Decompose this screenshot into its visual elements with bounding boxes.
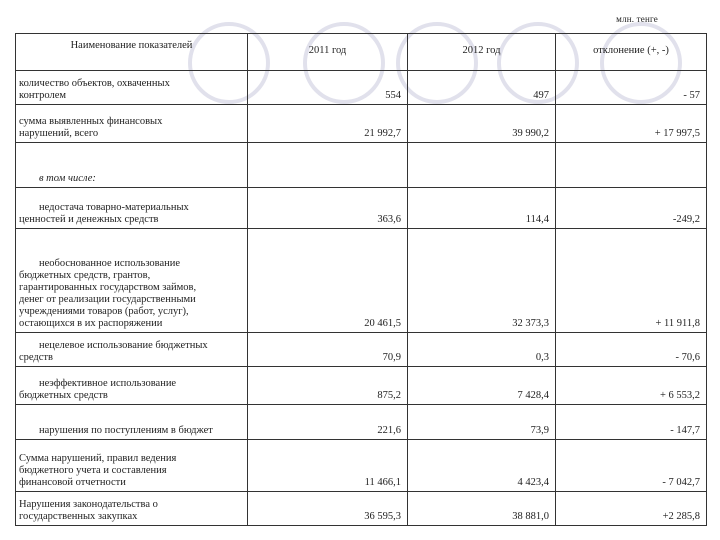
value-2011: 70,9 [248,333,408,367]
table-row [16,143,707,188]
header-deviation: отклонение (+, -) [556,34,707,71]
row-label: Нарушения законодательства о государственных закупках [16,492,248,526]
value-deviation: +2 285,8 [556,492,707,526]
value-2012: 4 423,4 [408,440,556,492]
table-row [16,492,707,526]
value-2012 [408,143,556,188]
row-label: необоснованное использование бюджетных средств, грантов, гарантированных государством займов, денег от реализации государственными учреждениями товаров (работ, услуг), остающихся в их распоряжении [16,229,248,333]
unit-label: млн. тенге [616,14,658,24]
value-2012: 39 990,2 [408,105,556,143]
value-deviation: - 147,7 [556,405,707,440]
value-deviation: - 70,6 [556,333,707,367]
value-2011: 20 461,5 [248,229,408,333]
value-deviation: + 17 997,5 [556,105,707,143]
row-label: нарушения по поступлениям в бюджет [16,405,248,440]
header-name: Наименование показателей [16,34,248,71]
table-row [16,229,707,333]
table-row [16,333,707,367]
value-2012: 73,9 [408,405,556,440]
value-2012: 114,4 [408,188,556,229]
value-deviation: + 6 553,2 [556,367,707,405]
row-label: сумма выявленных финансовых нарушений, всего [16,105,248,143]
row-label: неэффективное использование бюджетных средств [16,367,248,405]
value-2011 [248,143,408,188]
value-deviation: - 7 042,7 [556,440,707,492]
value-2012: 0,3 [408,333,556,367]
row-label: недостача товарно-материальных ценностей и денежных средств [16,188,248,229]
value-deviation: - 57 [556,71,707,105]
value-2011: 363,6 [248,188,408,229]
row-label: нецелевое использование бюджетных средств [16,333,248,367]
value-2011: 36 595,3 [248,492,408,526]
financial-violations-table [15,33,707,526]
table-row [16,105,707,143]
row-label: количество объектов, охваченных контролем [16,71,248,105]
value-2011: 11 466,1 [248,440,408,492]
value-2012: 32 373,3 [408,229,556,333]
value-2012: 497 [408,71,556,105]
value-2011: 221,6 [248,405,408,440]
row-label: в том числе: [16,143,248,188]
value-deviation: -249,2 [556,188,707,229]
header-2012: 2012 год [408,34,556,71]
value-deviation: + 11 911,8 [556,229,707,333]
table-row [16,405,707,440]
value-2012: 7 428,4 [408,367,556,405]
header-row [16,34,707,71]
value-2011: 554 [248,71,408,105]
table-row [16,367,707,405]
table-row [16,71,707,105]
value-2011: 875,2 [248,367,408,405]
value-2011: 21 992,7 [248,105,408,143]
value-deviation [556,143,707,188]
value-2012: 38 881,0 [408,492,556,526]
table-row [16,188,707,229]
table-row [16,440,707,492]
row-label: Сумма нарушений, правил ведения бюджетного учета и составления финансовой отчетности [16,440,248,492]
header-2011: 2011 год [248,34,408,71]
